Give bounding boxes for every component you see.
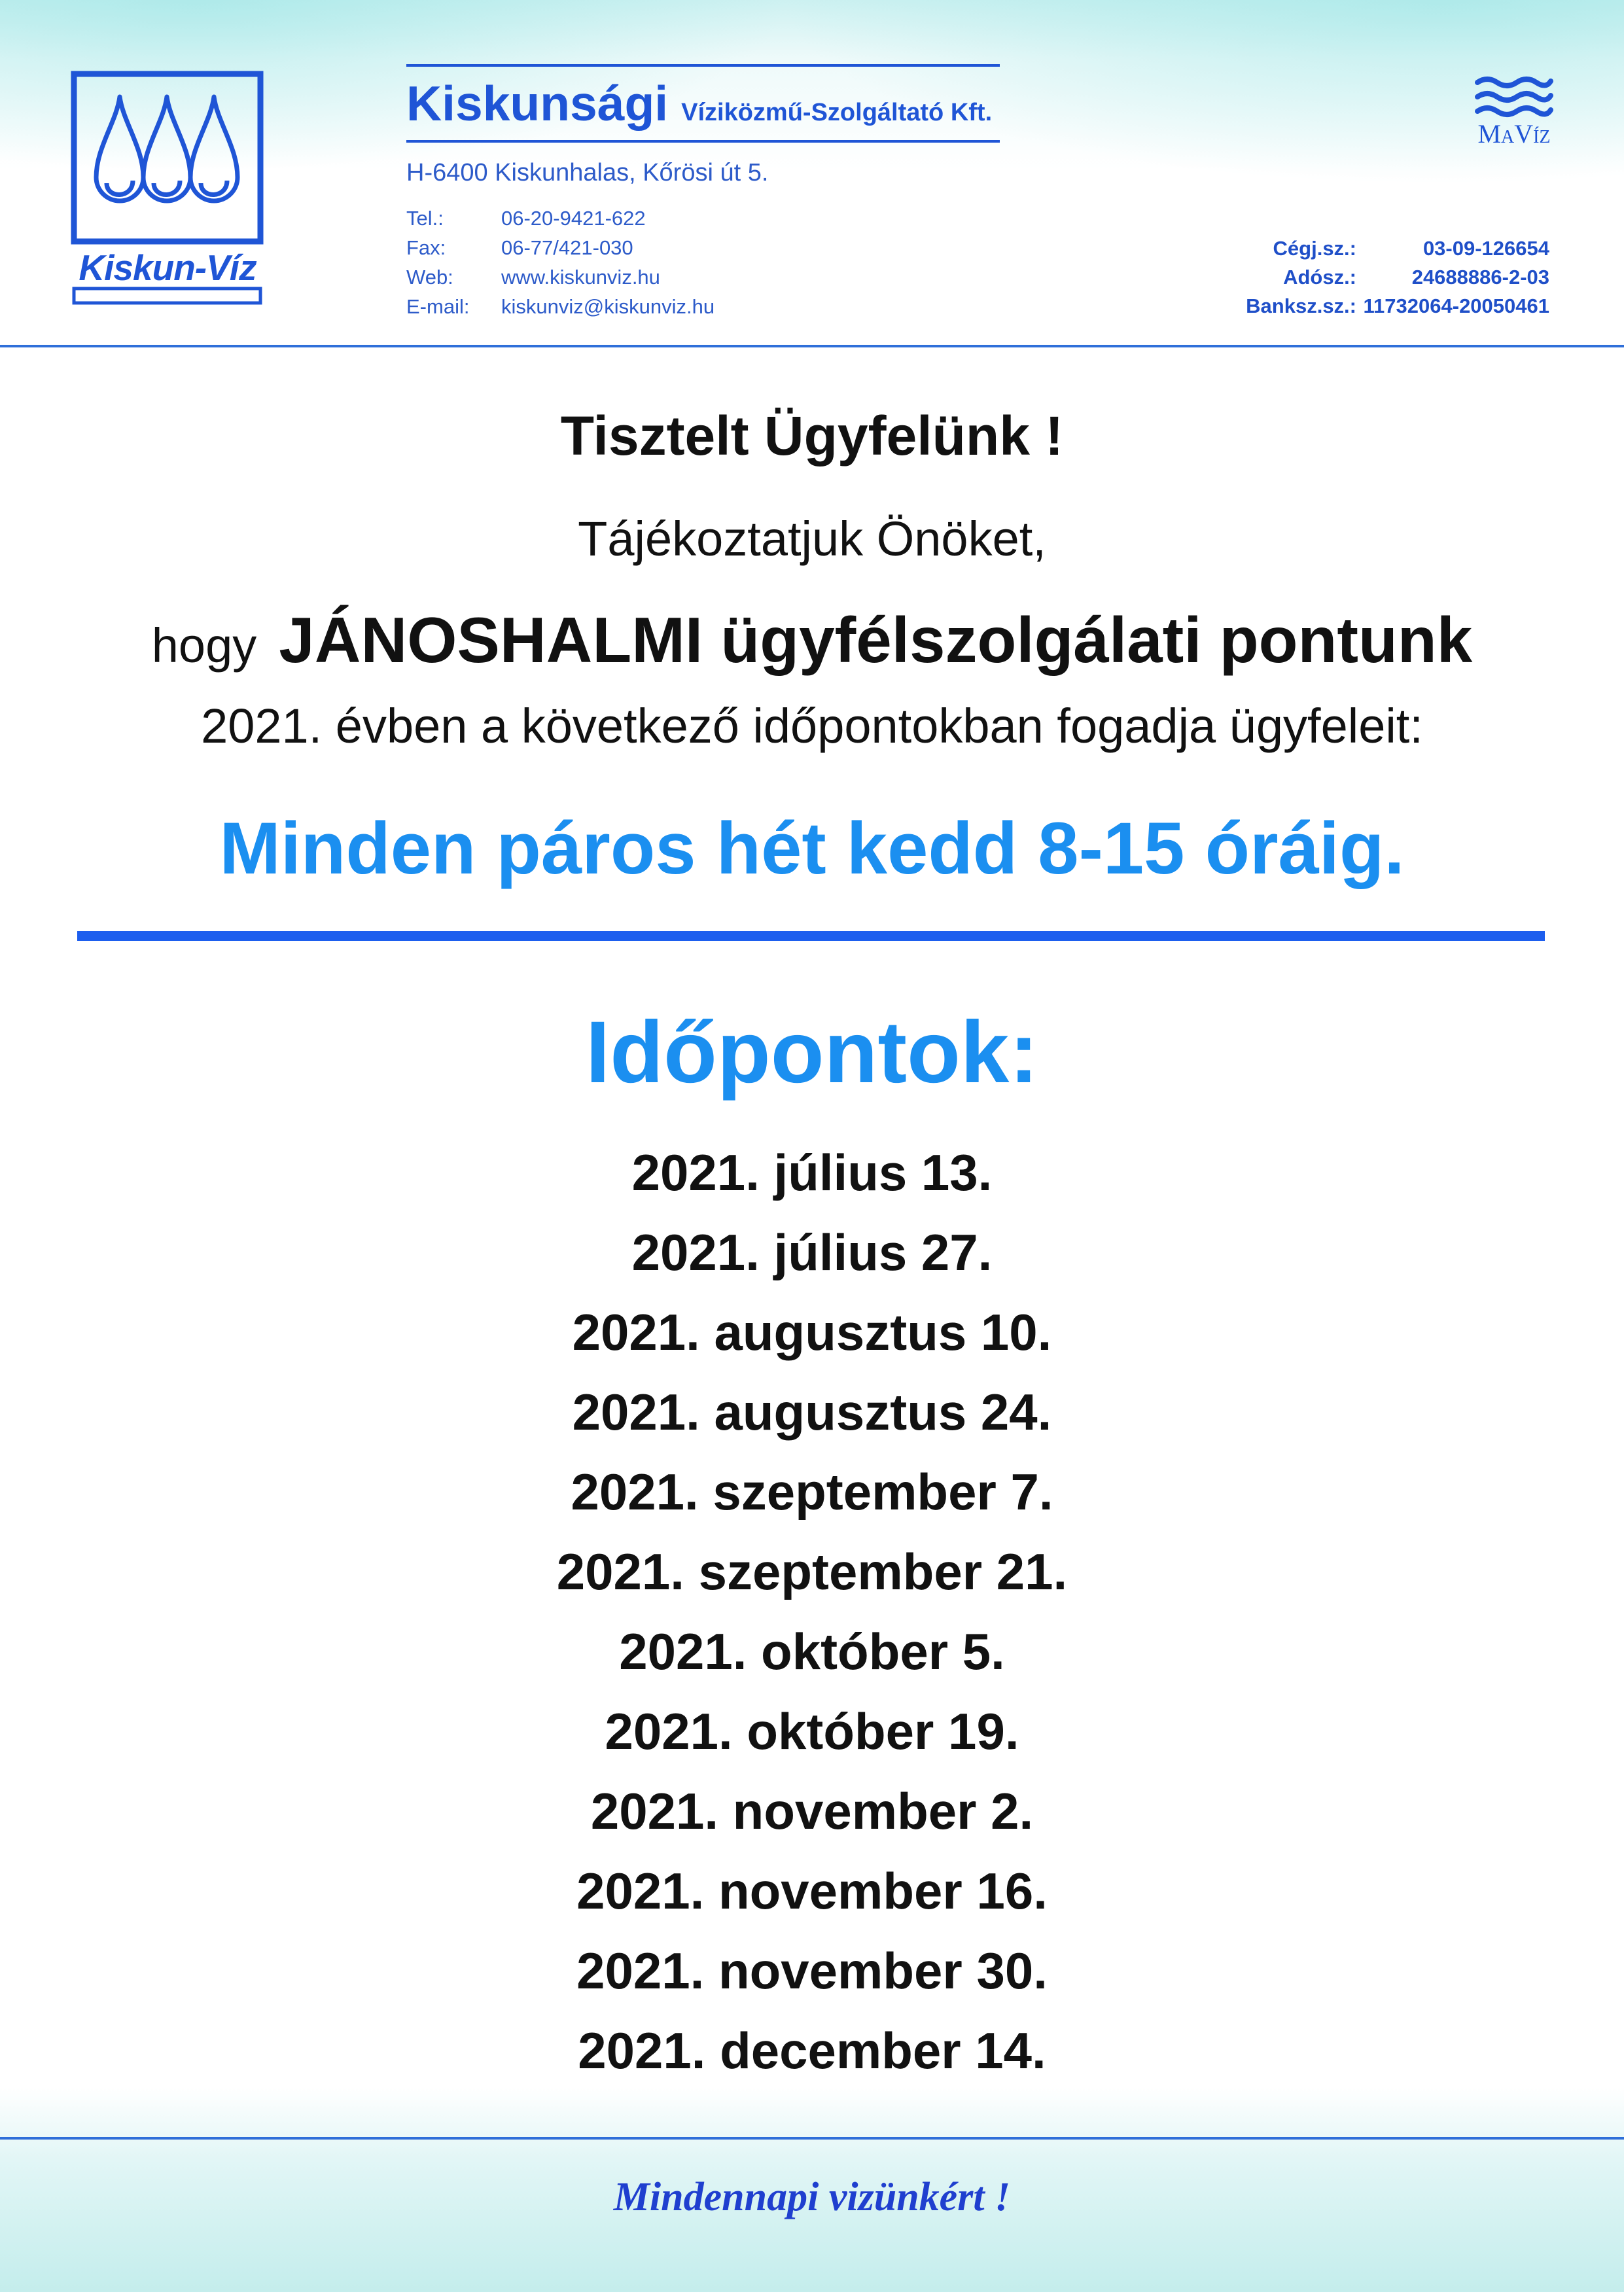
notice-line-2-emphasis: JÁNOSHALMI ügyfélszolgálati pontunk [279,604,1473,676]
footer-slogan: Mindennapi vizünkért ! [613,2175,1011,2219]
contact-row-fax [406,233,864,262]
notice-line-2 [0,601,1624,679]
company-suffix: Víziközmű-Szolgáltató Kft. [681,99,993,126]
company-logo-text: Kiskun-Víz [79,247,256,288]
contact-value: 06-77/421-030 [501,236,633,259]
company-name: Kiskunsági [406,76,669,131]
registry-label: Banksz.sz.: [1246,294,1356,317]
date-item: 2021. szeptember 7. [571,1463,1053,1521]
company-logo [71,71,264,308]
registry-row-bank [1112,292,1549,321]
date-item: 2021. július 13. [631,1144,993,1201]
partner-logo-text: MaVíz [1477,119,1551,149]
contact-label: Tel.: [406,207,444,230]
notice-line-1: Tájékoztatjuk Önöket, [578,512,1046,566]
contact-row-email [406,292,864,321]
date-item: 2021. augusztus 10. [572,1303,1052,1361]
date-item: 2021. július 27. [631,1224,993,1281]
registry-value: 24688886-2-03 [1411,266,1549,289]
date-item: 2021. szeptember 21. [556,1543,1068,1600]
registry-label: Cégj.sz.: [1273,237,1356,260]
date-item: 2021. október 5. [619,1623,1005,1680]
footer-divider [0,2137,1624,2140]
company-top-rule [406,64,1000,67]
registry-label: Adósz.: [1283,266,1356,289]
company-bottom-rule [406,140,1000,143]
registry-row-company [1112,234,1549,263]
date-item: 2021. november 16. [576,1862,1048,1920]
registry-value: 11732064-20050461 [1363,294,1549,317]
registry-value: 03-09-126654 [1422,237,1549,260]
registry-row-tax [1112,263,1549,292]
waves-icon [1475,73,1553,119]
date-item: 2021. október 19. [605,1702,1019,1760]
contact-list [406,203,864,321]
contact-value: kiskunviz@kiskunviz.hu [501,295,715,318]
section-divider [77,931,1545,941]
dates-list [0,1133,1624,2090]
contact-row-tel [406,203,864,233]
contact-value: 06-20-9421-622 [501,207,646,230]
contact-row-web [406,262,864,292]
header-divider [0,345,1624,347]
company-address: H-6400 Kiskunhalas, Kőrösi út 5. [406,159,769,186]
notice-line-3: 2021. évben a következő időpontokban fogadja ügyfeleit: [201,699,1423,753]
contact-label: E-mail: [406,295,470,318]
date-item: 2021. november 30. [576,1942,1048,2000]
date-item: 2021. december 14. [578,2022,1046,2079]
contact-value: www.kiskunviz.hu [501,266,660,289]
date-item: 2021. november 2. [590,1782,1034,1840]
schedule-headline: Minden páros hét kedd 8-15 óráig. [219,807,1405,889]
contact-label: Web: [406,266,453,289]
notice-line-2-prefix: hogy [151,618,257,673]
dates-title: Időpontok: [585,1004,1039,1101]
registry-list [1112,234,1549,321]
date-item: 2021. augusztus 24. [572,1383,1052,1441]
company-heading [406,74,992,133]
partner-logo [1475,73,1553,119]
contact-label: Fax: [406,236,446,259]
notice-greeting: Tisztelt Ügyfelünk ! [560,405,1064,467]
